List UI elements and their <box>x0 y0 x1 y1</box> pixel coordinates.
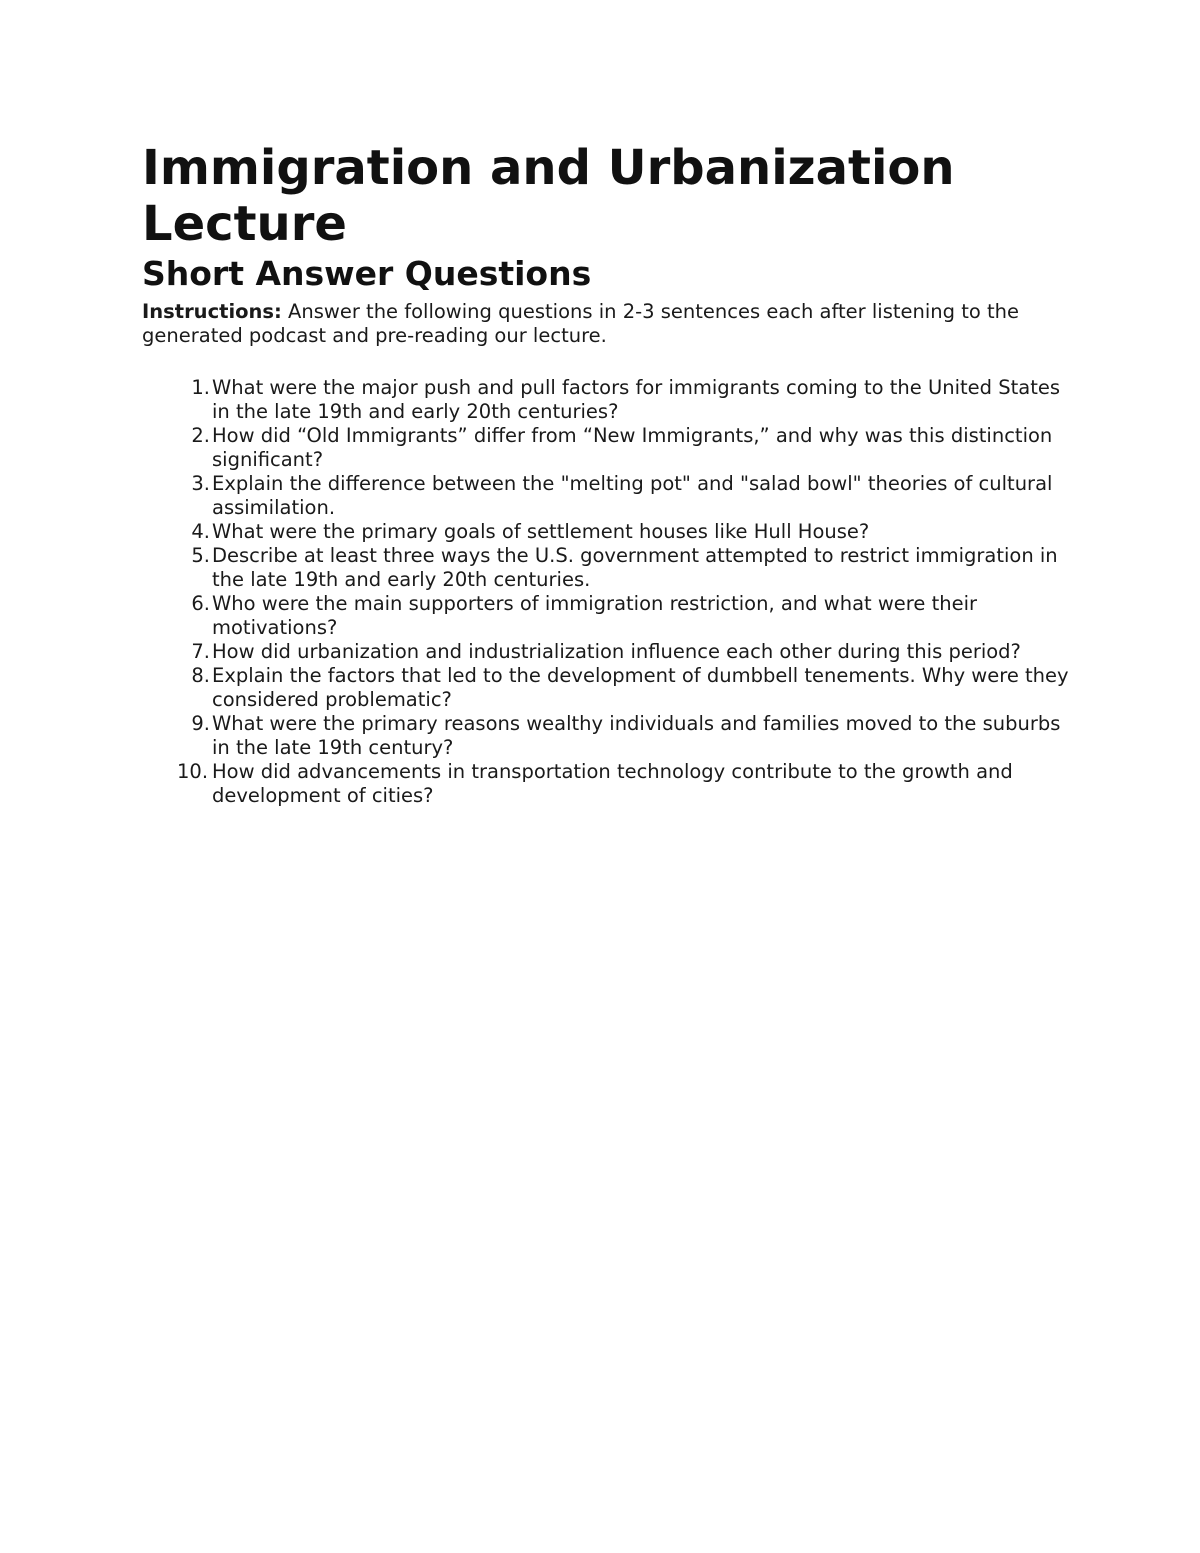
question-number: 7. <box>191 640 210 663</box>
question-number: 9. <box>191 712 210 735</box>
question-text: Who were the main supporters of immigration restriction, and what were their motivations? <box>212 592 978 639</box>
instructions-paragraph <box>142 300 1072 348</box>
document-title: Immigration and Urbanization Lecture <box>142 140 955 252</box>
question-text: What were the primary goals of settlement houses like Hull House? <box>212 520 870 543</box>
question-text: What were the major push and pull factors for immigrants coming to the United States in the late 19th and early 20th centuries? <box>212 376 1061 423</box>
list-item <box>142 640 1072 664</box>
question-text: How did urbanization and industrialization influence each other during this period? <box>212 640 1021 663</box>
instructions-label: Instructions: <box>142 300 282 323</box>
question-text: Explain the factors that led to the development of dumbbell tenements. Why were they considered problematic? <box>212 664 1069 711</box>
question-number: 5. <box>191 544 210 567</box>
question-text: What were the primary reasons wealthy individuals and families moved to the suburbs in the late 19th century? <box>212 712 1061 759</box>
question-number: 2. <box>191 424 210 447</box>
question-text: How did “Old Immigrants” differ from “New Immigrants,” and why was this distinction significant? <box>212 424 1053 471</box>
list-item <box>142 544 1072 592</box>
list-item <box>142 424 1072 472</box>
question-number: 6. <box>191 592 210 615</box>
instructions-text: Answer the following questions in 2-3 sentences each after listening to the generated podcast and pre-reading our lecture. <box>142 300 1020 347</box>
question-text: How did advancements in transportation technology contribute to the growth and development of cities? <box>212 760 1013 807</box>
list-item <box>142 664 1072 712</box>
list-item <box>142 592 1072 640</box>
list-item <box>142 376 1072 424</box>
question-number: 4. <box>191 520 210 543</box>
question-number: 1. <box>191 376 210 399</box>
list-item <box>142 520 1072 544</box>
list-item <box>142 712 1072 760</box>
list-item <box>142 760 1072 808</box>
question-number: 3. <box>191 472 210 495</box>
question-text: Explain the difference between the "melting pot" and "salad bowl" theories of cultural assimilation. <box>212 472 1053 519</box>
document-page <box>142 140 1072 808</box>
question-text: Describe at least three ways the U.S. government attempted to restrict immigration in the late 19th and early 20th centuries. <box>212 544 1058 591</box>
question-number: 10. <box>177 760 209 783</box>
list-item <box>142 472 1072 520</box>
document-subtitle: Short Answer Questions <box>142 254 592 293</box>
questions-list <box>142 376 1072 808</box>
question-number: 8. <box>191 664 210 687</box>
